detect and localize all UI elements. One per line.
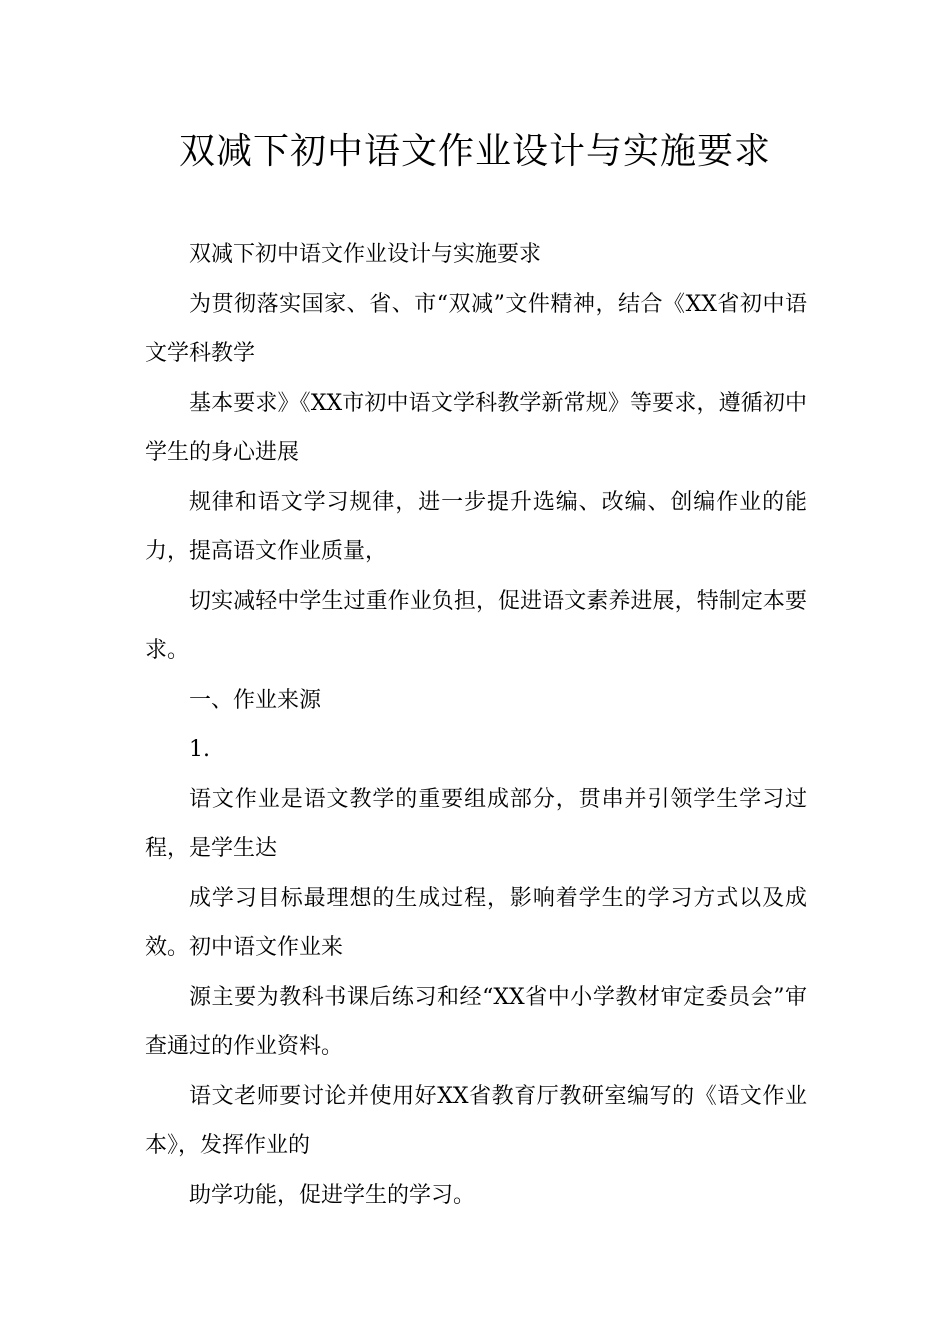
paragraph: 为贯彻落实国家、省、市“双减”文件精神，结合《XX省初中语文学科教学 [145, 291, 807, 366]
paragraph: 规律和语文学习规律，进一步提升选编、改编、创编作业的能力，提高语文作业质量， [145, 489, 807, 564]
document-body [145, 230, 807, 1220]
paragraph: 语文作业是语文教学的重要组成部分，贯串并引领学生学习过程，是学生达 [145, 786, 807, 861]
paragraph: 切实减轻中学生过重作业负担，促进语文素养进展，特制定本要求。 [145, 588, 807, 663]
item-number: 1. [189, 737, 210, 762]
paragraph: 双减下初中语文作业设计与实施要求 [189, 242, 542, 267]
paragraph: 成学习目标最理想的生成过程，影响着学生的学习方式以及成效。初中语文作业来 [145, 885, 807, 960]
paragraph: 语文老师要讨论并使用好XX省教育厅教研室编写的《语文作业本》，发挥作业的 [145, 1083, 807, 1158]
paragraph: 源主要为教科书课后练习和经“XX省中小学教材审定委员会”审查通过的作业资料。 [145, 984, 807, 1059]
paragraph: 基本要求》《XX市初中语文学科教学新常规》等要求，遵循初中学生的身心进展 [145, 390, 807, 465]
section-heading: 一、作业来源 [189, 687, 322, 713]
document-title: 双减下初中语文作业设计与实施要求 [178, 131, 771, 172]
paragraph: 助学功能，促进学生的学习。 [189, 1182, 476, 1208]
